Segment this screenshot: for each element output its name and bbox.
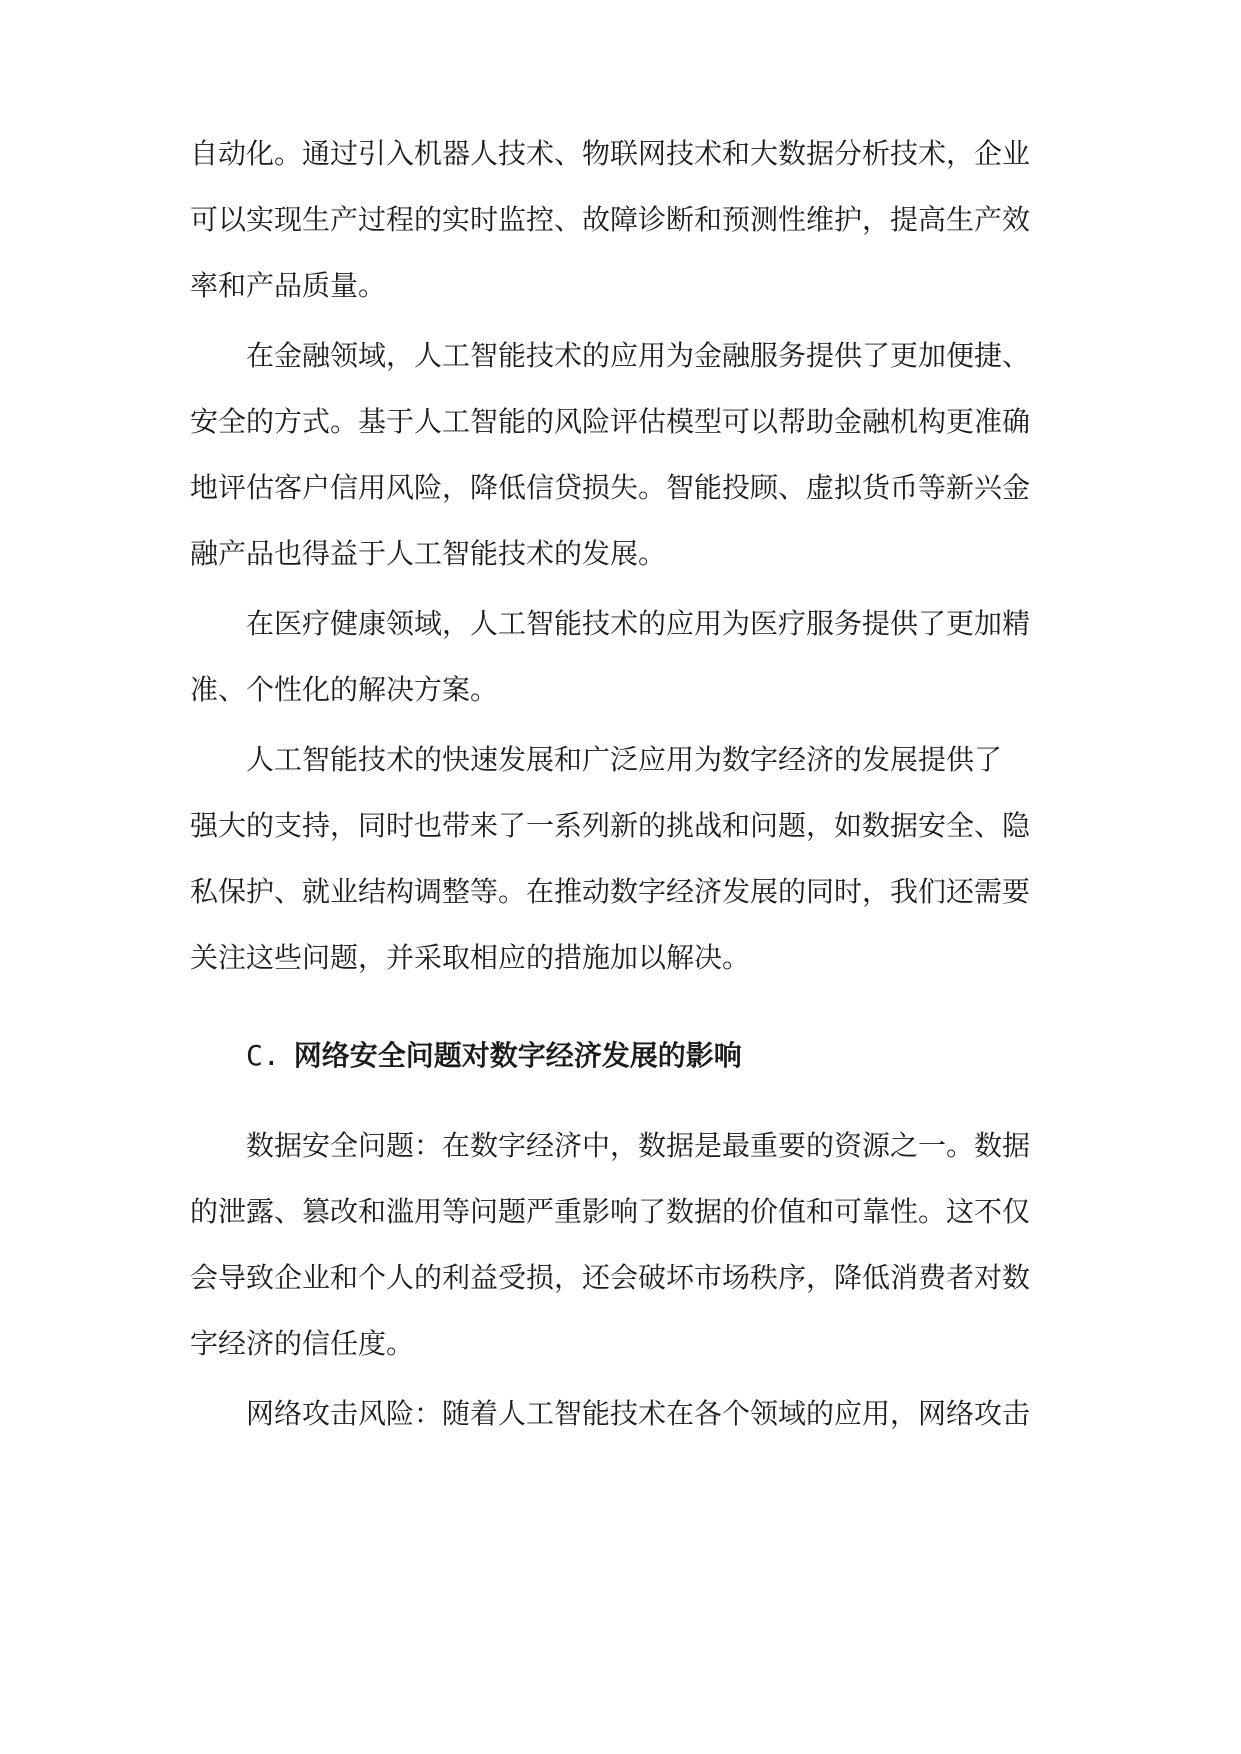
paragraph-line: 人工智能技术的快速发展和广泛应用为数字经济的发展提供了 (246, 743, 1003, 776)
section-title: 网络安全问题对数字经济发展的影响 (293, 1039, 742, 1072)
paragraph-line: 率和产品质量。 (190, 269, 387, 302)
paragraph-line: 自动化。通过引入机器人技术、物联网技术和大数据分析技术，企业 (190, 137, 1031, 170)
paragraph-line: 数据安全问题：在数字经济中，数据是最重要的资源之一。数据 (246, 1129, 1031, 1162)
paragraph-line: 字经济的信任度。 (190, 1327, 415, 1360)
paragraph-line: 网络攻击风险：随着人工智能技术在各个领域的应用，网络攻击 (246, 1397, 1031, 1430)
paragraph-line: 在金融领域，人工智能技术的应用为金融服务提供了更加便捷、 (246, 339, 1031, 372)
paragraph-line: 私保护、就业结构调整等。在推动数字经济发展的同时，我们还需要 (190, 875, 1031, 908)
paragraph-line: 在医疗健康领域，人工智能技术的应用为医疗服务提供了更加精 (246, 607, 1031, 640)
paragraph-line: 强大的支持，同时也带来了一系列新的挑战和问题，如数据安全、隐 (190, 809, 1031, 842)
paragraph-line: 安全的方式。基于人工智能的风险评估模型可以帮助金融机构更准确 (190, 405, 1031, 438)
paragraph-line: 准、个性化的解决方案。 (190, 673, 499, 706)
paragraph-line: 融产品也得益于人工智能技术的发展。 (190, 537, 667, 570)
section-number: C. (246, 1039, 280, 1072)
paragraph-line: 可以实现生产过程的实时监控、故障诊断和预测性维护，提高生产效 (190, 203, 1031, 236)
paragraph-line: 会导致企业和个人的利益受损，还会破坏市场秩序，降低消费者对数 (190, 1261, 1031, 1294)
section-heading (246, 1038, 742, 1074)
paragraph-line: 关注这些问题，并采取相应的措施加以解决。 (190, 941, 751, 974)
paragraph-line: 地评估客户信用风险，降低信贷损失。智能投顾、虚拟货币等新兴金 (190, 471, 1031, 504)
paragraph-line: 的泄露、篡改和滥用等问题严重影响了数据的价值和可靠性。这不仅 (190, 1195, 1031, 1228)
